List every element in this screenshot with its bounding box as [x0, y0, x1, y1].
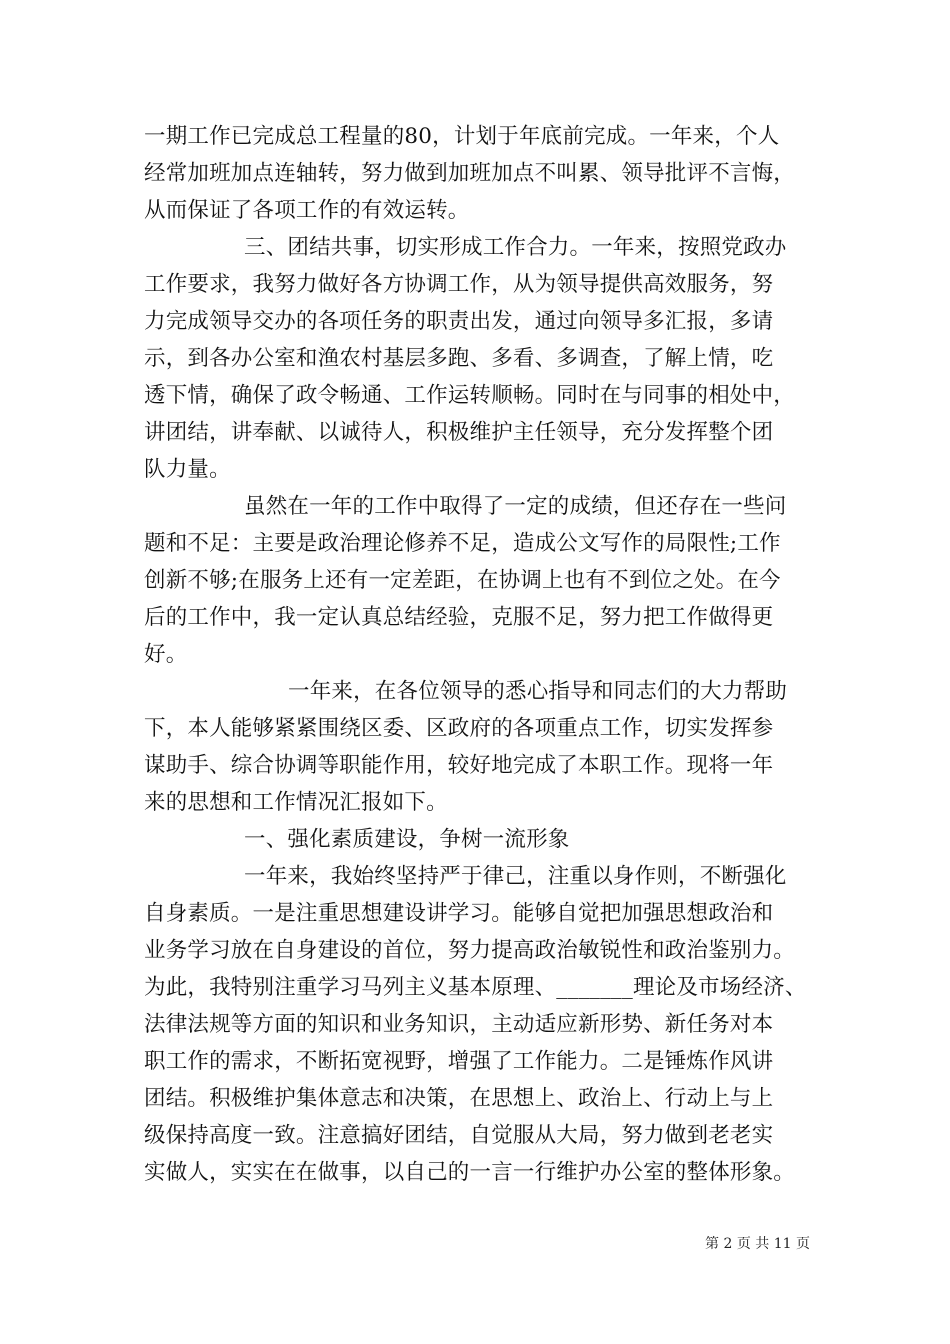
- text-line: 透下情，确保了政令畅通、工作运转顺畅。同时在与同事的相处中，: [144, 383, 796, 408]
- text-line: 从而保证了各项工作的有效运转。: [144, 198, 470, 223]
- text-line: 题和不足：主要是政治理论修养不足，造成公文写作的局限性;工作: [144, 531, 781, 556]
- text-line: 为此，我特别注重学习马列主义基本原理、_______理论及市场经济、: [144, 975, 807, 1000]
- text-line: 虽然在一年的工作中取得了一定的成绩，但还存在一些问: [244, 494, 787, 519]
- text-line: 队力量。: [144, 457, 231, 482]
- text-line: 下，本人能够紧紧围绕区委、区政府的各项重点工作，切实发挥参: [144, 716, 774, 741]
- text-line: 一年来，我始终坚持严于律己，注重以身作则，不断强化: [244, 864, 787, 889]
- text-line: 谋助手、综合协调等职能作用，较好地完成了本职工作。现将一年: [144, 753, 774, 778]
- text-line: 级保持高度一致。注意搞好团结，自觉服从大局，努力做到老老实: [144, 1123, 774, 1148]
- text-line: 自身素质。一是注重思想建设讲学习。能够自觉把加强思想政治和: [144, 901, 774, 926]
- text-line: 来的思想和工作情况汇报如下。: [144, 790, 448, 815]
- text-line: 讲团结，讲奉献、以诚待人，积极维护主任领导，充分发挥整个团: [144, 420, 774, 445]
- text-line: 业务学习放在自身建设的首位，努力提高政治敏锐性和政治鉴别力。: [144, 938, 796, 963]
- text-line: 三、团结共事，切实形成工作合力。一年来，按照党政办: [244, 235, 787, 260]
- section-heading: 一、强化素质建设，争树一流形象: [244, 827, 570, 852]
- text-line: 一期工作已完成总工程量的80，计划于年底前完成。一年来，个人: [144, 124, 780, 149]
- text-line: 示，到各办公室和渔农村基层多跑、多看、多调查，了解上情，吃: [144, 346, 774, 371]
- text-line: 实做人，实实在在做事，以自己的一言一行维护办公室的整体形象。: [144, 1160, 796, 1185]
- text-line: 经常加班加点连轴转，努力做到加班加点不叫累、领导批评不言悔，: [144, 161, 796, 186]
- text-line: 后的工作中，我一定认真总结经验，克服不足，努力把工作做得更: [144, 605, 774, 630]
- text-line: 力完成领导交办的各项任务的职责出发，通过向领导多汇报，多请: [144, 309, 774, 334]
- text-line: 一年来，在各位领导的悉心指导和同志们的大力帮助: [288, 679, 788, 704]
- page-number-footer: 第 2 页 共 11 页: [705, 1236, 810, 1252]
- text-line: 法律法规等方面的知识和业务知识，主动适应新形势、新任务对本: [144, 1012, 774, 1037]
- text-line: 职工作的需求，不断拓宽视野，增强了工作能力。二是锤炼作风讲: [144, 1049, 774, 1074]
- text-line: 创新不够;在服务上还有一定差距，在协调上也有不到位之处。在今: [144, 568, 781, 593]
- text-line: 工作要求，我努力做好各方协调工作，从为领导提供高效服务，努: [144, 272, 774, 297]
- text-line: 团结。积极维护集体意志和决策，在思想上、政治上、行动上与上: [144, 1086, 774, 1111]
- text-line: 好。: [144, 642, 188, 667]
